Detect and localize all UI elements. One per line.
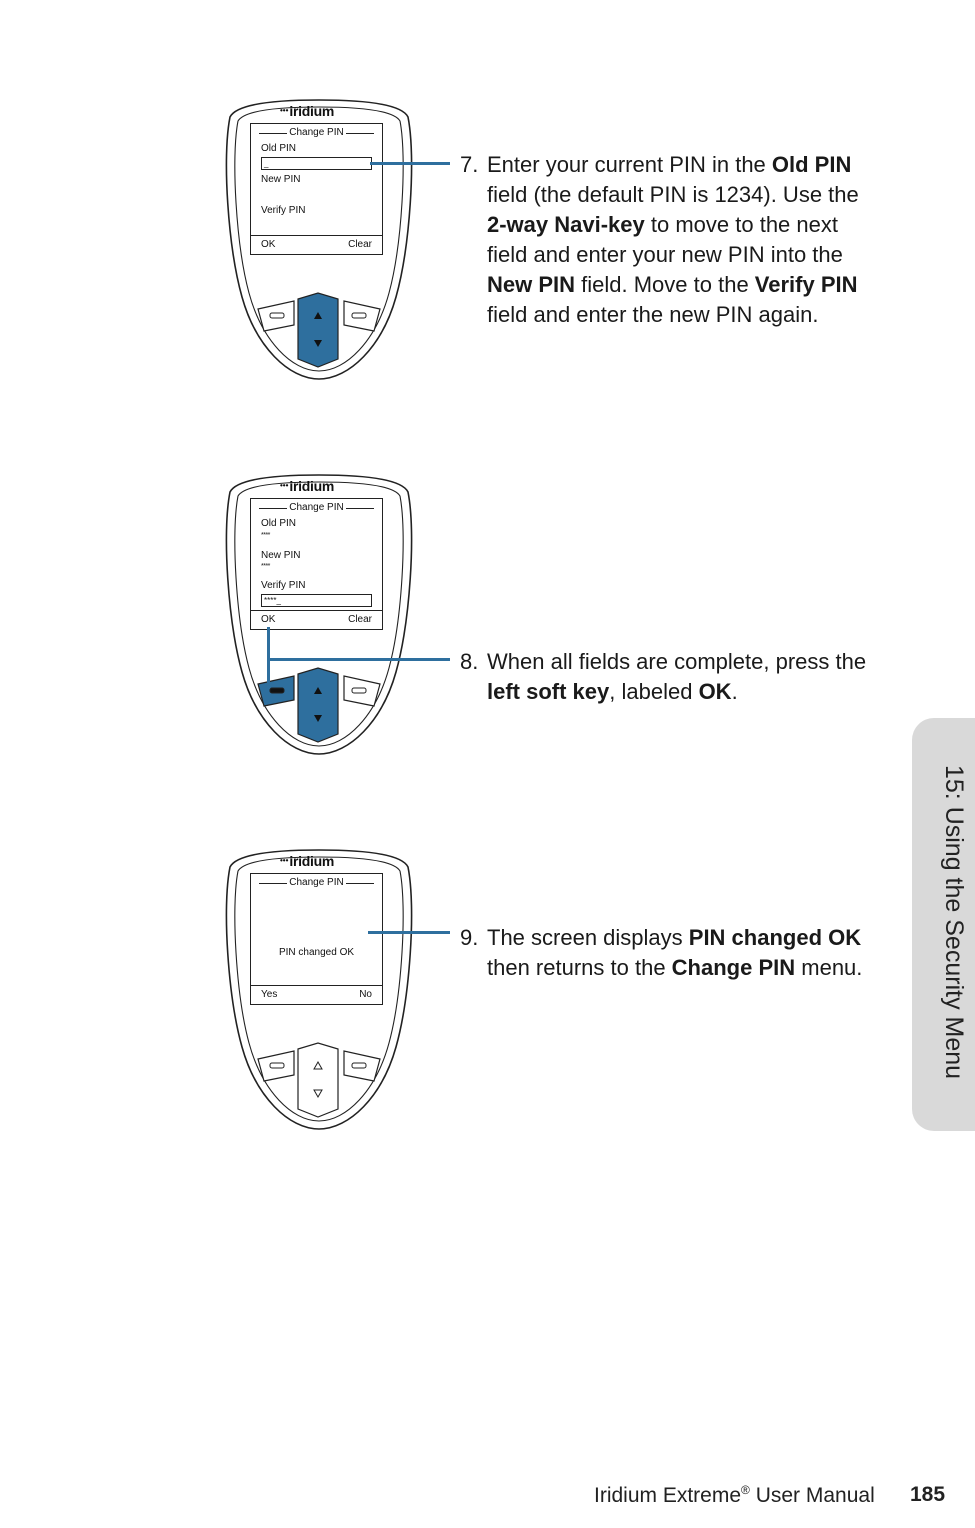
pin-changed-message: PIN changed OK	[278, 947, 355, 958]
verify-pin-label: Verify PIN	[261, 205, 306, 216]
screen-title: Change PIN	[251, 502, 382, 513]
soft-key-yes-label: Yes	[261, 989, 278, 1000]
callout-line-7	[370, 162, 450, 165]
step-text: When all fields are complete, press the left soft key, labeled OK.	[487, 649, 867, 704]
phone-illustration-3	[224, 847, 414, 1132]
new-pin-label: New PIN	[261, 550, 301, 561]
screen-title: Change PIN	[251, 877, 382, 888]
navi-key-3	[298, 1043, 338, 1117]
soft-key-no-label: No	[359, 989, 372, 1000]
step-text: Enter your current PIN in the Old PIN field (the default PIN is 1234). Use the 2-way Navi-key to move to the next field and enter your new PIN into the New PIN field. Move to the Verify PIN field and enter the new PIN again.	[487, 152, 859, 327]
navi-key-2	[298, 668, 338, 742]
verify-pin-field: ****_	[261, 594, 372, 607]
callout-line-8	[267, 658, 450, 661]
old-pin-label: Old PIN	[261, 518, 297, 529]
soft-key-bar	[251, 610, 382, 629]
footer-manual-title: Iridium Extreme® User Manual	[594, 1483, 875, 1507]
navi-key-1	[298, 293, 338, 367]
iridium-logo: •••iridium	[280, 103, 334, 119]
callout-line-9	[368, 931, 450, 934]
soft-key-ok-label: OK	[261, 614, 276, 625]
soft-key-ok-label: OK	[261, 239, 276, 250]
phone-illustration-1	[224, 97, 414, 382]
soft-key-clear-label: Clear	[348, 239, 372, 250]
phone-screen-2	[250, 498, 383, 630]
soft-key-clear-label: Clear	[348, 614, 372, 625]
old-pin-field: _	[261, 157, 372, 170]
phone-screen-3	[250, 873, 383, 1005]
iridium-logo: •••iridium	[280, 478, 334, 494]
iridium-logo: •••iridium	[280, 853, 334, 869]
step-number: 7.	[460, 152, 479, 177]
step-text: The screen displays PIN changed OK then returns to the Change PIN menu.	[487, 925, 863, 980]
step-9	[460, 923, 880, 983]
step-7	[460, 150, 880, 330]
step-number: 9.	[460, 925, 479, 950]
soft-key-bar	[251, 985, 382, 1004]
soft-key-bar	[251, 235, 382, 254]
new-pin-value: ****	[261, 563, 270, 570]
old-pin-label: Old PIN	[261, 143, 297, 154]
step-number: 8.	[460, 649, 479, 674]
phone-screen-1	[250, 123, 383, 255]
chapter-tab-label: 15: Using the Security Menu	[940, 765, 968, 1080]
phone-illustration-2	[224, 472, 414, 757]
screen-title: Change PIN	[251, 127, 382, 138]
old-pin-value: ****	[261, 532, 270, 539]
new-pin-label: New PIN	[261, 174, 301, 185]
step-8	[460, 647, 880, 707]
page-number: 185	[910, 1483, 946, 1506]
verify-pin-label: Verify PIN	[261, 580, 306, 591]
